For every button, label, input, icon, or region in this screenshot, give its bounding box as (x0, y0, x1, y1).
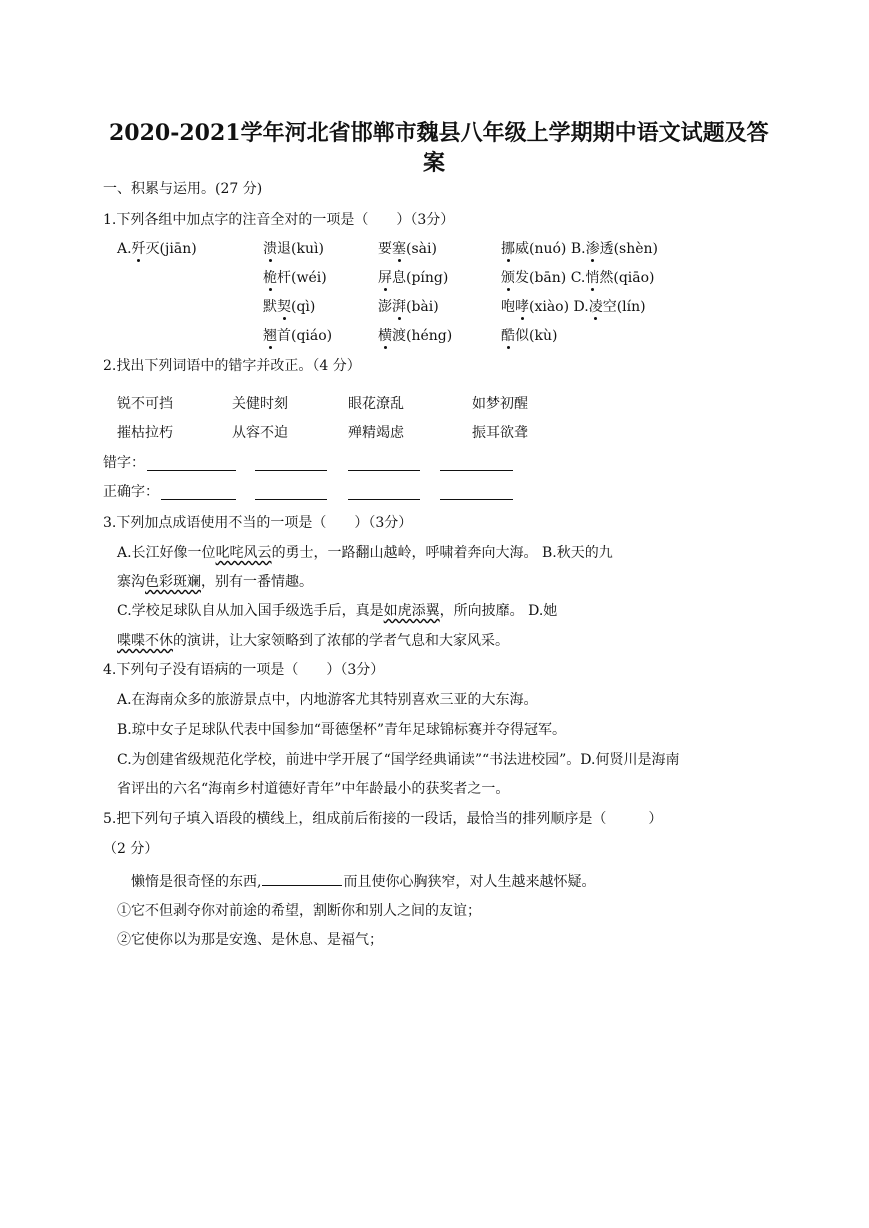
answer-blank[interactable] (440, 499, 513, 500)
q5-score: （2 分） (103, 841, 159, 857)
idiom-highlight: 叱咤风云 (215, 545, 272, 561)
q1-item: 屏息(píng) (378, 270, 449, 286)
answer-blank[interactable] (255, 499, 327, 500)
q5-option: ②它使你以为那是安逸、是休息、是福气； (117, 932, 383, 948)
q3-stem: 3.下列加点成语使用不当的一项是（ ）（3分） (103, 515, 413, 531)
q4-option: C.为创建省级规范化学校，前进中学开展了“国学经典诵读”“书法进校园”。D.何贤川是海南 (117, 752, 680, 768)
answer-blank[interactable] (255, 470, 327, 471)
q2-word: 殚精竭虑 (348, 425, 404, 441)
q1-item: 溃退(kuì) (263, 241, 324, 257)
q4-stem: 4.下列句子没有语病的一项是（ ）（3分） (103, 662, 385, 678)
q3-line: A.长江好像一位叱咤风云的勇士，一路翻山越岭，呼啸着奔向大海。 B.秋天的九 (117, 545, 613, 561)
q2-word: 振耳欲聋 (472, 425, 528, 441)
answer-blank[interactable] (440, 470, 513, 471)
q5-passage: 懒惰是很奇怪的东西, 而且使你心胸狭窄，对人生越来越怀疑。 (131, 874, 596, 890)
q1-item: 澎湃(bài) (378, 299, 439, 315)
wrong-char-label: 错字： (103, 455, 145, 471)
q1-item: 翘首(qiáo) (263, 328, 333, 344)
q1-stem: 1.下列各组中加点字的注音全对的一项是（ ）（3分） (103, 212, 455, 228)
q1-option-a: A.歼灭(jiān) (117, 241, 197, 257)
q3-line: C.学校足球队自从加入国手级选手后，真是如虎添翼，所向披靡。 D.她 (117, 603, 558, 619)
q2-stem: 2.找出下列词语中的错字并改正。（4 分） (103, 358, 361, 374)
q1-item: 咆哮(xiào) D.凌空(lín) (501, 299, 646, 315)
q1-item: 要塞(sài) (378, 241, 437, 257)
q4-option: B.琼中女子足球队代表中国参加“哥德堡杯”青年足球锦标赛并夺得冠军。 (117, 722, 567, 738)
q2-word: 锐不可挡 (117, 396, 173, 412)
answer-blank[interactable] (147, 470, 236, 471)
q3-line: 喋喋不休的演讲，让大家领略到了浓郁的学者气息和大家风采。 (117, 633, 509, 649)
q3-line: 寨沟色彩斑斓，别有一番情趣。 (117, 574, 313, 590)
q2-word: 如梦初醒 (472, 396, 528, 412)
answer-blank[interactable] (262, 873, 342, 886)
doc-title-line1: 2020-2021学年河北省邯郸市魏县八年级上学期期中语文试题及答 (109, 120, 769, 146)
answer-blank[interactable] (161, 499, 236, 500)
q1-item: 默契(qì) (263, 299, 316, 315)
q4-option: 省评出的六名“海南乡村道德好青年”中年龄最小的获奖者之一。 (117, 781, 510, 797)
answer-blank[interactable] (348, 499, 420, 500)
section-heading: 一、积累与运用。(27 分) (103, 181, 263, 197)
q5-stem: 5.把下列句子填入语段的横线上，组成前后衔接的一段话，最恰当的排列顺序是（ ） (103, 811, 663, 827)
q2-word: 摧枯拉朽 (117, 425, 173, 441)
correct-char-label: 正确字： (103, 484, 159, 500)
idiom-highlight: 色彩斑斓 (145, 574, 201, 590)
q2-word: 关健时刻 (232, 396, 288, 412)
idiom-highlight: 如虎添翼 (383, 603, 440, 619)
q5-option: ①它不但剥夺你对前途的希望，割断你和别人之间的友谊； (117, 903, 481, 919)
q1-item: 桅杆(wéi) (263, 270, 327, 286)
q1-item: 横渡(héng) (378, 328, 453, 344)
answer-blank[interactable] (348, 470, 420, 471)
q2-word: 眼花潦乱 (348, 396, 404, 412)
q4-option: A.在海南众多的旅游景点中，内地游客尤其特别喜欢三亚的大东海。 (117, 692, 538, 708)
q1-item: 颁发(bān) C.悄然(qiāo) (501, 270, 655, 286)
doc-title-line2: 案 (423, 150, 446, 176)
q1-item: 挪威(nuó) B.渗透(shèn) (501, 241, 659, 257)
q2-word: 从容不迫 (232, 425, 288, 441)
idiom-highlight: 喋喋不休 (117, 633, 173, 649)
q1-item: 酷似(kù) (501, 328, 558, 344)
